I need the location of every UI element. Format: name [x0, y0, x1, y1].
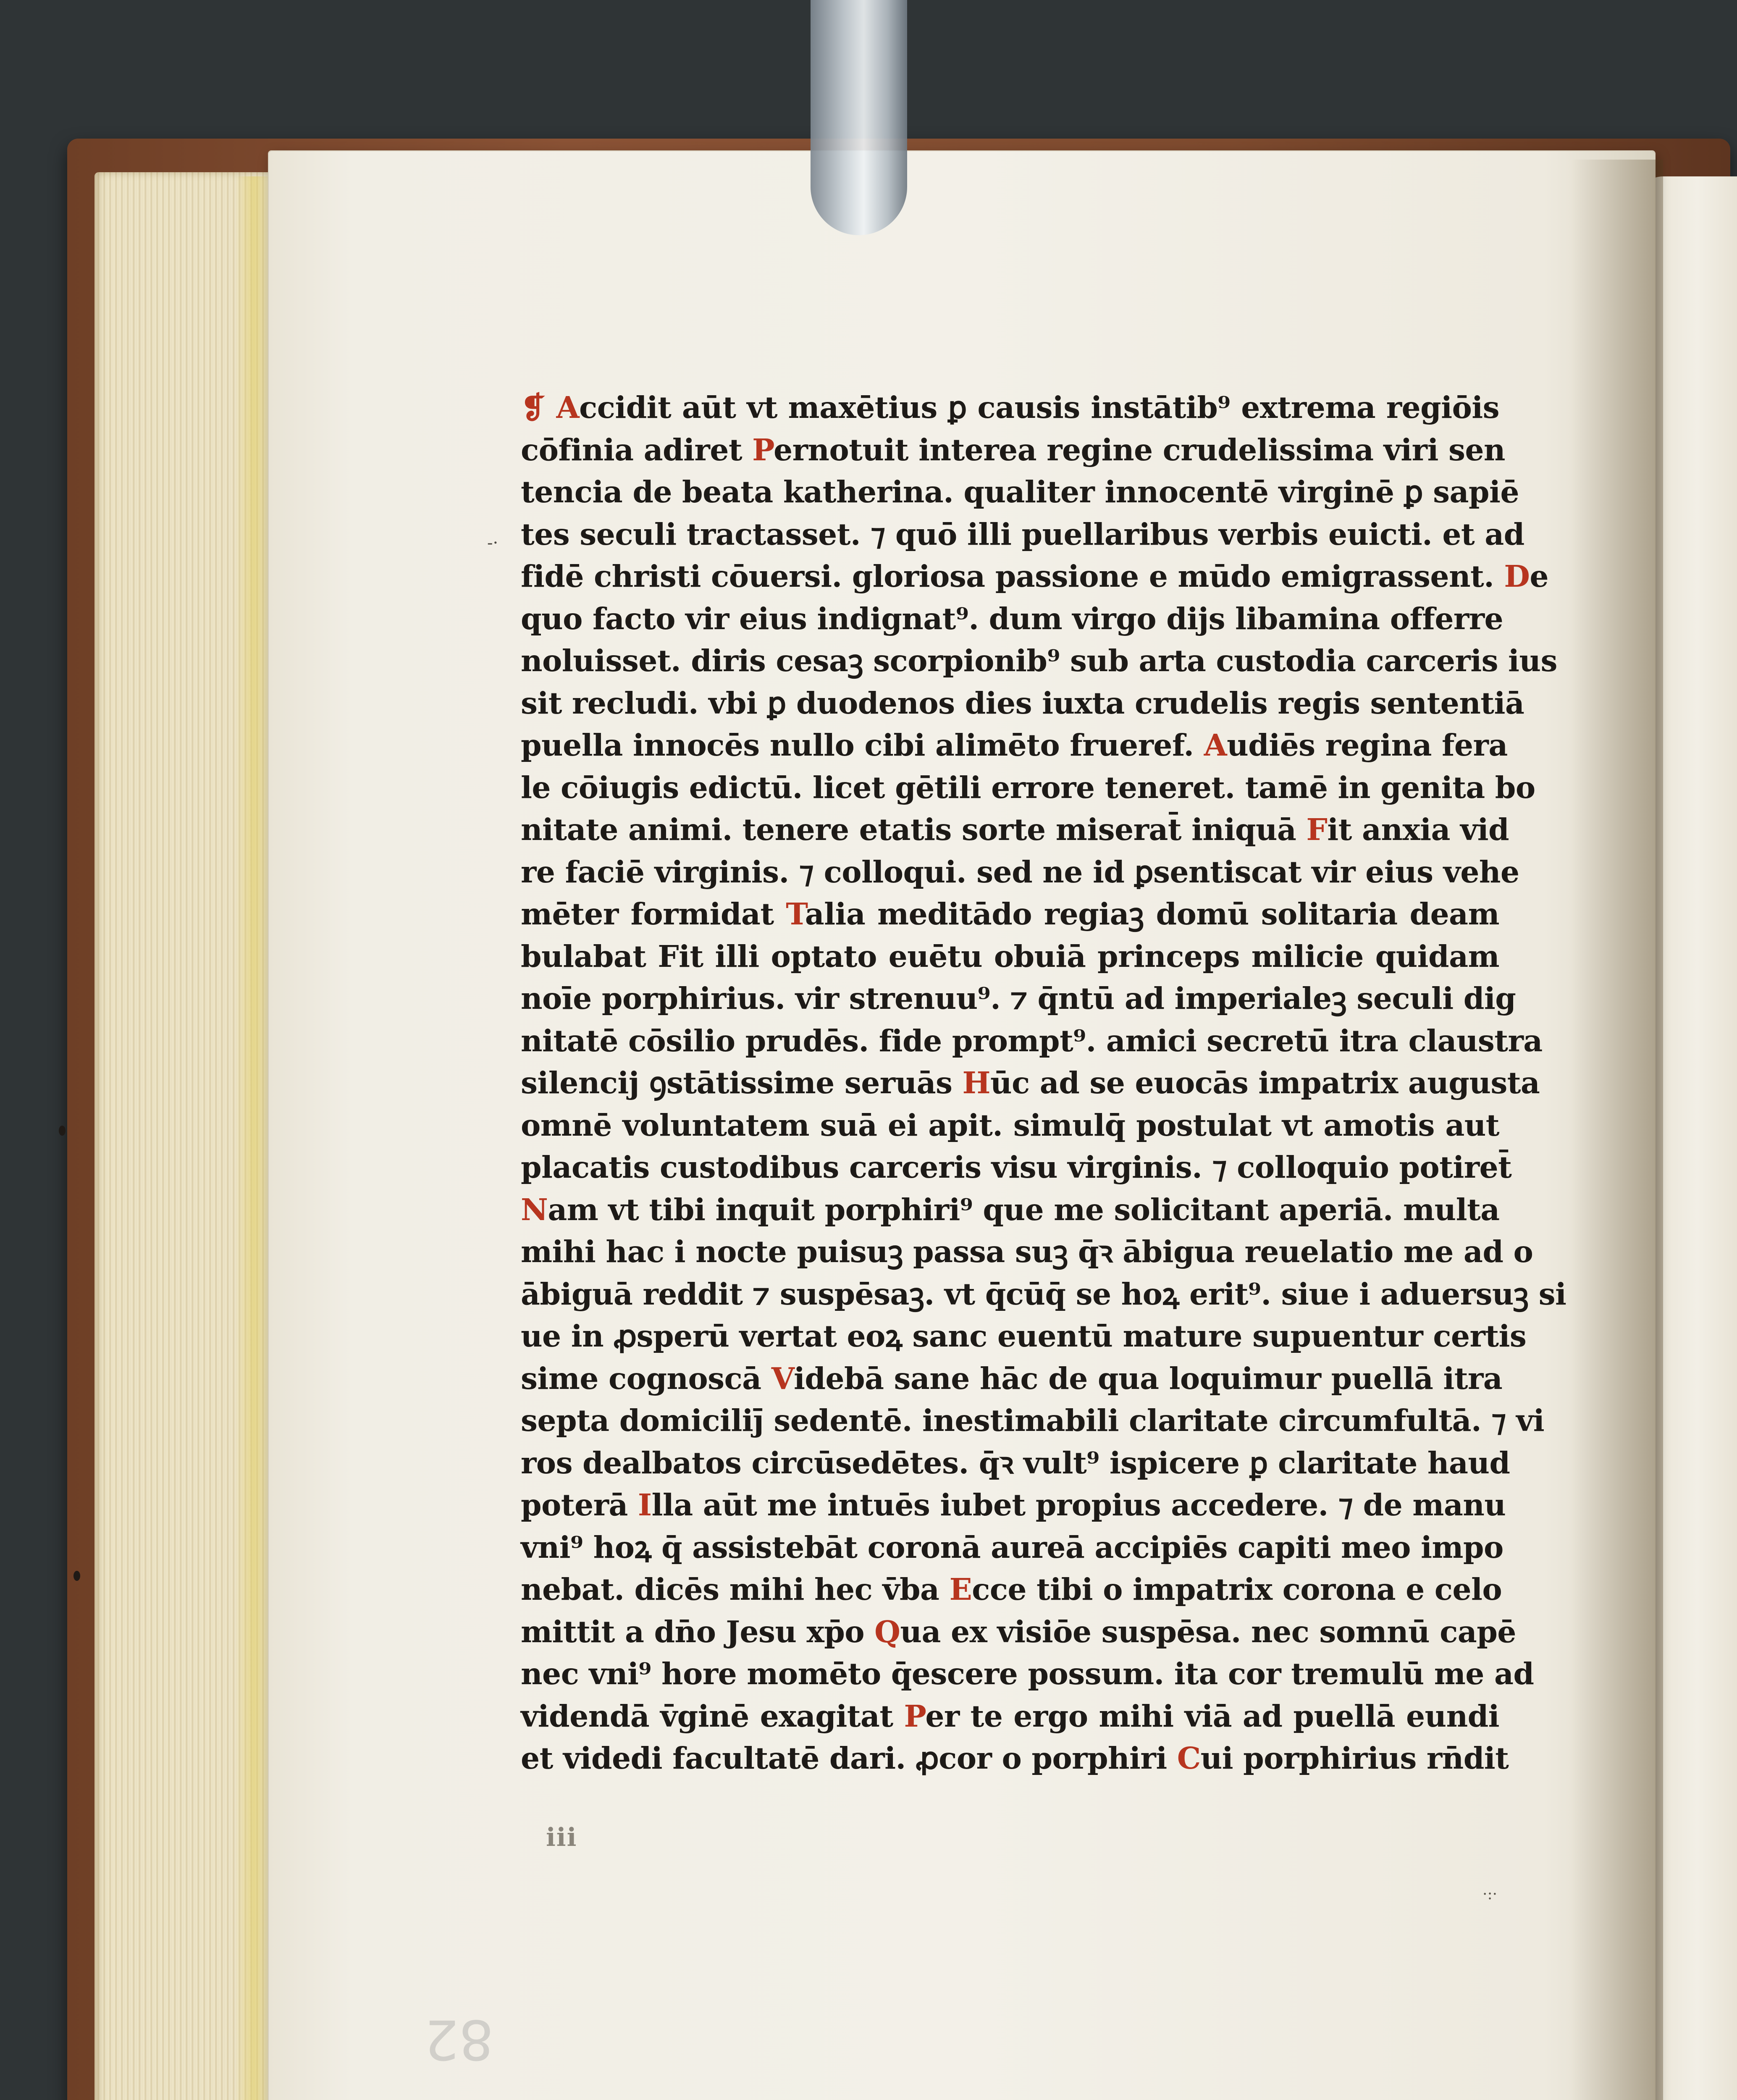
line-text: ue in ꝓsperū vertat eoꝝ sanc euentū mature supuentur certis	[521, 1318, 1527, 1354]
line-text: poterā	[521, 1487, 638, 1522]
rubricated-initial: P	[904, 1698, 926, 1734]
text-line	[521, 513, 1524, 556]
line-text: le cōiugis edictū. licet gētili errore teneret. tamē in genita bo	[521, 769, 1535, 805]
text-line	[521, 851, 1519, 893]
line-text: cce tibi o impatrix corona e celo	[972, 1572, 1502, 1607]
line-text: ui porphirius rn̄dit	[1200, 1740, 1509, 1776]
folio-number: 82	[424, 2008, 494, 2071]
text-line	[521, 640, 1557, 682]
line-text: it anxia vid	[1327, 812, 1509, 847]
rubricated-initial: Q	[874, 1614, 900, 1649]
line-text: tes seculi tractasset. ⁊ quō illi puellaribus verbis euicti. et ad	[521, 516, 1524, 552]
page-clamp-top	[811, 0, 907, 235]
text-line	[521, 1357, 1503, 1400]
line-text: sime cognoscā	[521, 1360, 771, 1396]
rubricated-initial: E	[949, 1572, 972, 1607]
text-line	[521, 1695, 1499, 1738]
line-text: mittit a dn̄o Jesu xp̄o	[521, 1614, 875, 1649]
text-line	[521, 724, 1508, 766]
gilded-edge	[235, 176, 273, 2100]
stray-mark: ·:·	[1482, 1886, 1498, 1903]
gutter-shadow	[1571, 160, 1663, 2100]
line-text: idebā sane hāc de qua loquimur puellā itra	[793, 1360, 1503, 1396]
line-text: tencia de beata katherina. qualiter innocentē virginē ꝑ sapiē	[521, 474, 1519, 509]
rubricated-initial: D	[1504, 559, 1530, 594]
line-text: ernotuit interea regine crudelissima viri sen	[774, 432, 1505, 467]
line-text: e	[1530, 559, 1548, 594]
binding-hole	[59, 1126, 66, 1136]
line-text: omnē voluntatem suā ei apit. simulq̄ postulat vt amotis aut	[521, 1107, 1499, 1143]
binding-hole	[73, 1571, 80, 1581]
text-line	[521, 1189, 1499, 1231]
text-line	[521, 977, 1516, 1020]
line-text: nitate animi. tenere etatis sorte miserat̄ iniquā	[521, 812, 1307, 847]
rubricated-initial: C	[1177, 1740, 1201, 1776]
rubricated-initial: I	[638, 1487, 652, 1522]
rubricated-initial: ❡ A	[521, 390, 579, 425]
line-text: alia meditādo regiaꝫ domū solitaria deam	[805, 896, 1499, 932]
rubricated-initial: F	[1306, 812, 1328, 847]
line-text: lla aūt me intuēs iubet propius accedere. ⁊ de manu	[651, 1487, 1506, 1522]
line-text: ābiguā reddit ⁊ suspēsaꝫ. vt q̄cūq̄ se hoꝝ erit⁹. siue i aduersuꝫ si	[521, 1276, 1566, 1312]
incunabula-text-block	[521, 386, 1566, 1780]
rubricated-initial: N	[521, 1192, 548, 1227]
line-text: sit recludi. vbi ꝑ duodenos dies iuxta crudelis regis sententiā	[521, 685, 1524, 721]
text-line	[521, 1231, 1533, 1273]
text-line	[521, 1273, 1566, 1315]
text-line	[521, 1315, 1527, 1357]
text-line	[521, 893, 1499, 935]
text-line	[521, 1104, 1499, 1147]
text-line	[521, 1062, 1540, 1104]
line-text: vni⁹ hoꝝ q̄ assistebāt coronā aureā accipiēs capiti meo impo	[521, 1529, 1503, 1565]
line-text: er te ergo mihi viā ad puellā eundi	[925, 1698, 1500, 1734]
line-text: cōfinia adiret	[521, 432, 753, 467]
text-line	[521, 1526, 1503, 1569]
line-text: bulabat Fit illi optato euētu obuiā princeps milicie quidam	[521, 938, 1499, 974]
text-line	[521, 1611, 1516, 1653]
line-text: fidē christi cōuersi. gloriosa passione e mūdo emigrassent.	[521, 559, 1504, 594]
text-line	[521, 429, 1505, 471]
line-text: silencij ꝯstātissime seruās	[521, 1065, 963, 1100]
line-text: puella innocēs nullo cibi alimēto frueref.	[521, 727, 1204, 763]
line-text: noīe porphirius. vir strenuu⁹. ⁊ q̄ntū ad imperialeꝫ seculi dig	[521, 981, 1516, 1016]
text-line	[521, 386, 1499, 429]
line-text: et videdi facultatē dari. ꝓcor o porphiri	[521, 1740, 1177, 1776]
margin-mark: -·	[487, 533, 499, 553]
rubricated-initial: P	[752, 432, 774, 467]
line-text: placatis custodibus carceris visu virginis. ⁊ colloquio potiret̄	[521, 1150, 1512, 1185]
text-line	[521, 1484, 1506, 1526]
line-text: ccidit aūt vt maxētius ꝑ causis instātib⁹ extrema regiōis	[579, 390, 1500, 425]
rubricated-initial: H	[962, 1065, 991, 1100]
text-line	[521, 808, 1509, 851]
line-text: am vt tibi inquit porphiri⁹ que me solicitant aperiā. multa	[548, 1192, 1500, 1227]
text-line	[521, 766, 1535, 809]
line-text: udiēs regina fera	[1227, 727, 1508, 763]
text-line	[521, 1737, 1509, 1780]
rubricated-initial: T	[786, 896, 805, 932]
line-text: nec vni⁹ hore momēto q̄escere possum. ita cor tremulū me ad	[521, 1656, 1534, 1691]
line-text: re faciē virginis. ⁊ colloqui. sed ne id ꝑsentiscat vir eius vehe	[521, 854, 1519, 890]
line-text: ua ex visiōe suspēsa. nec somnū capē	[900, 1614, 1516, 1649]
line-text: videndā v̄ginē exagitat	[521, 1698, 904, 1734]
text-line	[521, 1653, 1534, 1695]
text-line	[521, 935, 1499, 978]
rubricated-initial: A	[1204, 727, 1227, 763]
text-line	[521, 1399, 1545, 1442]
line-text: mēter formidat	[521, 896, 786, 932]
line-text: nitatē cōsilio prudēs. fide prompt⁹. amici secretū itra claustra	[521, 1023, 1543, 1058]
line-text: septa domiciliȷ̄ sedentē. inestimabili claritate circumfultā. ⁊ vi	[521, 1403, 1545, 1438]
text-line	[521, 1568, 1502, 1611]
line-text: nebat. dicēs mihi hec v̄ba	[521, 1572, 950, 1607]
text-line	[521, 471, 1519, 513]
line-text: ūc ad se euocās impatrix augusta	[990, 1065, 1540, 1100]
line-text: noluisset. diris cesaꝫ scorpionib⁹ sub arta custodia carceris ius	[521, 643, 1557, 678]
text-line	[521, 598, 1503, 640]
text-line	[521, 1020, 1543, 1062]
catchword: iii	[546, 1823, 577, 1852]
text-line	[521, 1442, 1510, 1484]
rubricated-initial: V	[771, 1360, 794, 1396]
text-line	[521, 1146, 1512, 1189]
text-line	[521, 682, 1524, 724]
line-text: mihi hac i nocte puisuꝫ passa suꝫ q̄ꝛ ābigua reuelatio me ad o	[521, 1234, 1533, 1269]
line-text: ros dealbatos circūsedētes. q̄ꝛ vult⁹ ispicere ꝑ claritate haud	[521, 1445, 1510, 1480]
text-line	[521, 555, 1548, 598]
line-text: quo facto vir eius indignat⁹. dum virgo dijs libamina offerre	[521, 601, 1503, 636]
